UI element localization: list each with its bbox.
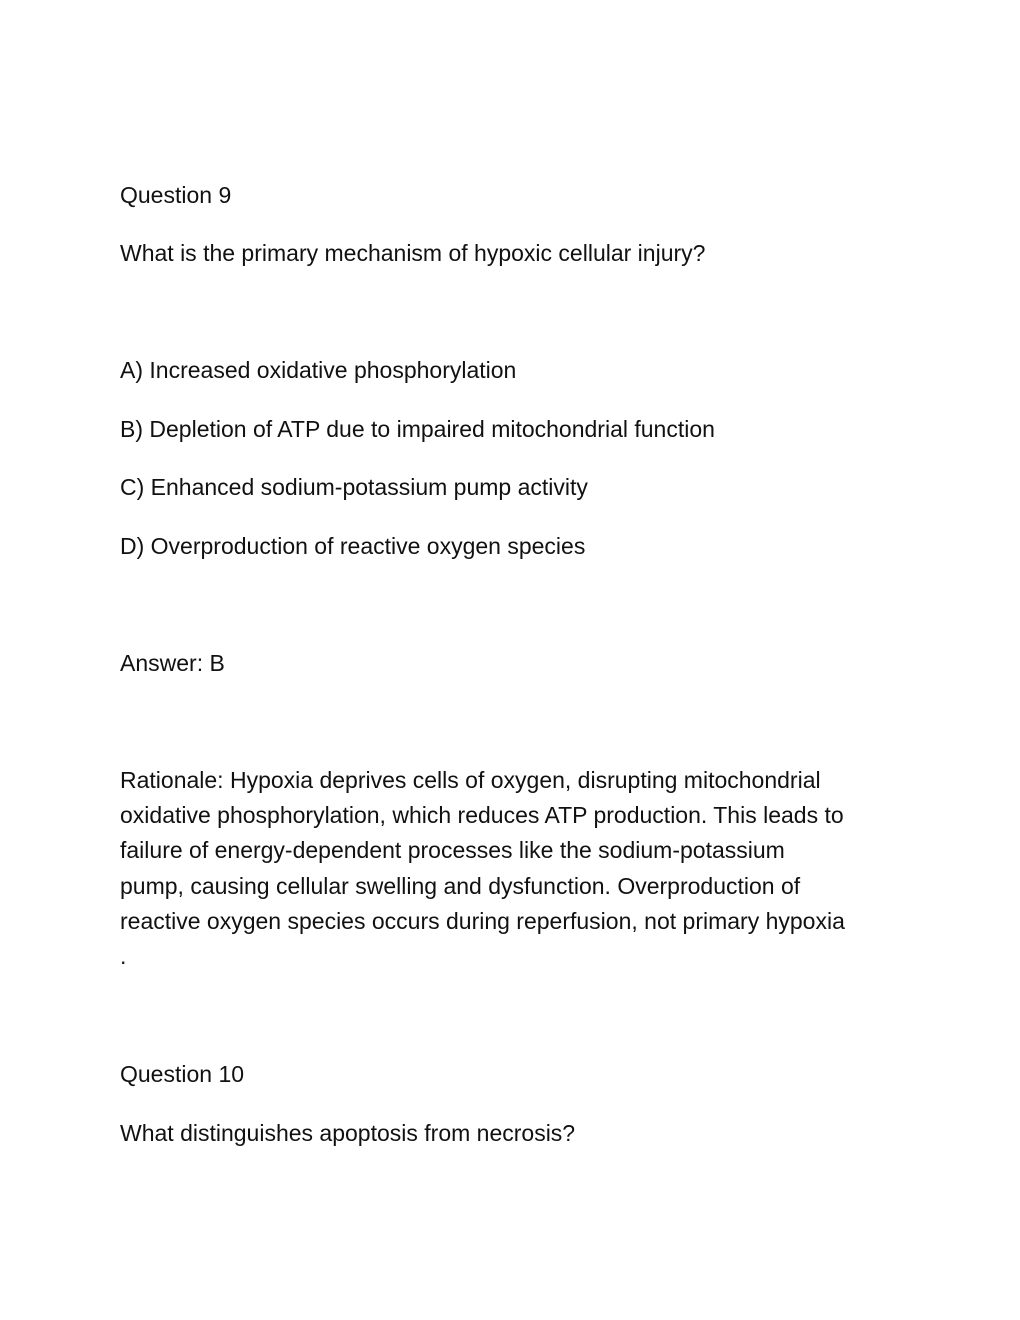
rationale-line: . [120,943,127,970]
option-a: A) Increased oxidative phosphorylation [120,357,517,383]
question-9-heading: Question 9 [120,182,232,208]
answer-line: Answer: B [120,650,225,676]
question-9-text: What is the primary mechanism of hypoxic cellular injury? [120,240,706,266]
option-c: C) Enhanced sodium-potassium pump activity [120,474,588,500]
document-page [120,0,910,1320]
rationale-line: pump, causing cellular swelling and dysfunction. Overproduction of [120,872,801,899]
option-b: B) Depletion of ATP due to impaired mitochondrial function [120,416,715,442]
rationale-paragraph [120,763,910,974]
option-d: D) Overproduction of reactive oxygen species [120,533,586,559]
rationale-line: Rationale: Hypoxia deprives cells of oxygen, disrupting mitochondrial [120,767,821,793]
rationale-line: failure of energy-dependent processes like the sodium-potassium [120,837,785,864]
rationale-line: oxidative phosphorylation, which reduces ATP production. This leads to [120,802,844,829]
question-10-heading: Question 10 [120,1061,245,1087]
question-10-text: What distinguishes apoptosis from necrosis? [120,1120,576,1146]
rationale-line: reactive oxygen species occurs during reperfusion, not primary hypoxia [120,907,845,934]
